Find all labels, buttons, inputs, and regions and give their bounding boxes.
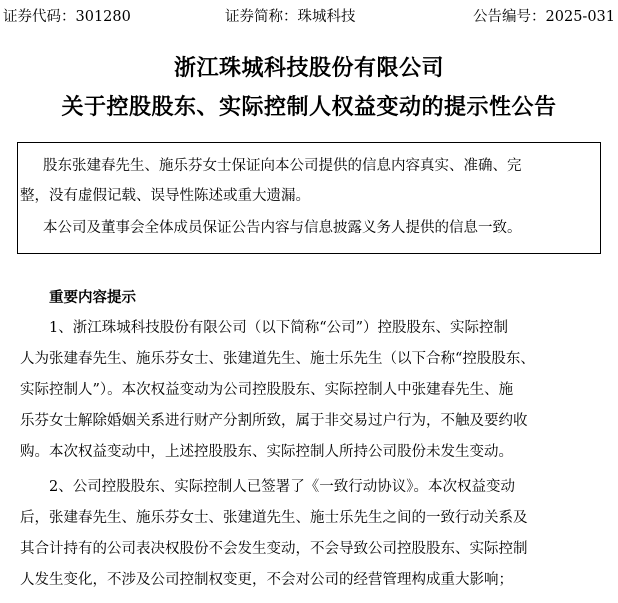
section-heading: 重要内容提示	[49, 289, 136, 306]
body-paragraph-line: 人发生变化，不涉及公司控制权变更，不会对公司的经营管理构成重大影响；	[20, 572, 513, 588]
document-header	[3, 7, 615, 27]
body-paragraph-line: 人为张建春先生、施乐芬女士、张建道先生、施士乐先生（以下合称“控股股东、	[20, 351, 535, 367]
announcement-title: 关于控股股东、实际控制人权益变动的提示性公告	[61, 94, 557, 120]
security-abbreviation: 证券简称：珠城科技	[225, 9, 356, 25]
security-code: 证券代码：301280	[3, 9, 131, 25]
notice-number: 公告编号：2025-031	[473, 9, 615, 25]
statement-line: 股东张建春先生、施乐芬女士保证向本公司提供的信息内容真实、准确、完	[43, 158, 522, 174]
statement-line: 整，没有虚假记载、误导性陈述或重大遗漏。	[20, 188, 310, 204]
body-paragraph-line: 实际控制人”）。本次权益变动为公司控股股东、实际控制人中张建春先生、施	[20, 382, 514, 398]
body-paragraph-line: 购。本次权益变动中，上述控股股东、实际控制人所持公司股份未发生变动。	[20, 444, 513, 460]
body-paragraph-line: 1、浙江珠城科技股份有限公司（以下简称“公司”）控股股东、实际控制	[49, 320, 509, 336]
statement-line: 本公司及董事会全体成员保证公告内容与信息披露义务人提供的信息一致。	[43, 220, 522, 236]
body-paragraph-line: 乐芬女士解除婚姻关系进行财产分割所致，属于非交易过户行为，不触及要约收	[20, 413, 528, 429]
body-paragraph-line: 2、公司控股股东、实际控制人已签署了《一致行动协议》。本次权益变动	[49, 479, 515, 495]
body-paragraph-line: 其合计持有的公司表决权股份不会发生变动，不会导致公司控股股东、实际控制	[20, 541, 528, 557]
body-paragraph-line: 后，张建春先生、施乐芬女士、张建道先生、施士乐先生之间的一致行动关系及	[20, 510, 528, 526]
company-title: 浙江珠城科技股份有限公司	[173, 55, 444, 81]
